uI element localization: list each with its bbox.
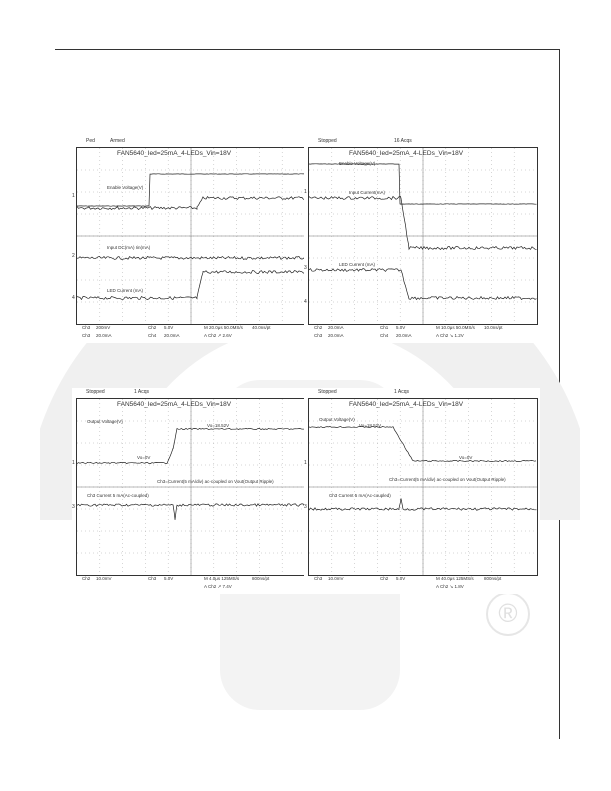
scope-title: FAN5640_Ied=25mA_4-LEDs_Vin=18V [349, 401, 464, 408]
scope-status: Stopped [86, 389, 105, 395]
footer-cell: Ch2 [82, 576, 91, 581]
scope-trigger: Armed [110, 138, 125, 144]
scope-title: FAN5640_Ied=25mA_4-LEDs_Vin=18V [349, 150, 464, 157]
scope-graticule [309, 399, 537, 575]
trace-label: Input DC(mA) Iin(mA) [107, 245, 151, 250]
trace-label: Ch3=Current(5 mA/div) ac-coupled on Vout(Output Ripple) [157, 479, 274, 484]
trace-label: Vo=18.52V [359, 423, 382, 428]
footer-cell: A Ch2 ↘ 1.8V [436, 584, 464, 589]
footer-cell: A Ch2 ↗ 2.6V [204, 333, 232, 338]
scope-capture-3 [72, 388, 308, 594]
channel-marker: 1 [304, 189, 307, 195]
scope-graticule [77, 399, 305, 575]
trace-label: Ch3 Current 5 mA(Ac-coupled) [87, 493, 149, 498]
scope-screen [76, 398, 306, 576]
scope-acqs: 1 Acqs [134, 389, 150, 395]
trace-label: LED Current (mA) [107, 288, 144, 293]
footer-cell: 20.0mA [328, 333, 344, 338]
scope-status: Ped [86, 138, 95, 144]
footer-cell: Ch1 [380, 325, 389, 330]
scope-graticule [309, 148, 537, 324]
footer-cell: Ch3 [314, 576, 323, 581]
footer-cell: 20.0mA [164, 333, 180, 338]
footer-cell: 5.0V [396, 325, 406, 330]
scope-capture-4 [304, 388, 540, 594]
trace-label: Output Voltage(V) [87, 419, 123, 424]
footer-cell: M 4.0μs 125MS/s [204, 576, 240, 581]
scope-acqs: 1 Acqs [394, 389, 410, 395]
footer-cell: 5.0V [164, 325, 174, 330]
scope-status: Stopped [318, 138, 337, 144]
footer-cell: M 20.0μs 50.0MS/s [204, 325, 243, 330]
channel-marker: 1 [304, 460, 307, 466]
trace-label: Ch3=Current(5 mA/div) ac-coupled on Vout(Output Ripple) [389, 477, 506, 482]
scope-graticule [77, 148, 305, 324]
footer-cell: A Ch2 ↗ 7.4V [204, 584, 232, 589]
footer-cell: 200mV [96, 325, 111, 330]
top-rule [55, 49, 560, 50]
footer-cell: 5.0V [396, 576, 406, 581]
footer-cell: Ch3 [314, 333, 323, 338]
footer-cell: Ch3 [148, 576, 157, 581]
footer-cell: Ch3 [82, 333, 91, 338]
channel-marker: 1 [72, 460, 75, 466]
trace-label: Ch3 Current 5 mA(Ac-coupled) [329, 493, 391, 498]
footer-cell: 10.0mV [328, 576, 344, 581]
scope-acqs: 16 Acqs [394, 138, 412, 144]
registered-mark: ® [486, 592, 530, 636]
footer-cell: Ch3 [82, 325, 91, 330]
scope-header [72, 137, 308, 147]
scope-screen [308, 147, 538, 325]
footer-cell: Ch4 [380, 333, 389, 338]
footer-cell: M 40.0μs 125MS/s [436, 576, 474, 581]
footer-cell: 10.0mV [96, 576, 112, 581]
scope-header [72, 388, 308, 398]
scope-capture-2 [304, 137, 540, 343]
footer-cell: Ch2 [148, 325, 157, 330]
channel-marker: 3 [304, 265, 307, 271]
footer-cell: 10.0ns/pt [484, 325, 503, 330]
trace-label: LED Current (mA) [339, 262, 376, 267]
footer-cell: 5.0V [164, 576, 174, 581]
footer-cell: A Ch2 ↘ 1.2V [436, 333, 464, 338]
footer-cell: 800ns/pt [484, 576, 502, 581]
scope-title: FAN5640_Ied=25mA_4-LEDs_Vin=18V [117, 401, 232, 408]
scope-screen [308, 398, 538, 576]
channel-marker: 4 [304, 299, 307, 305]
channel-marker: 3 [72, 504, 75, 510]
channel-marker: 3 [304, 504, 307, 510]
footer-cell: 800ns/pt [252, 576, 270, 581]
footer-cell: Ch2 [314, 325, 323, 330]
scope-header [304, 388, 540, 398]
trace-label: Input Current(mA) [349, 190, 386, 195]
trace-label: Vo=0V [137, 455, 151, 460]
footer-cell: M 10.0μs 50.0MS/s [436, 325, 475, 330]
scope-header [304, 137, 540, 147]
scope-screen [76, 147, 306, 325]
trace-label: Output Voltage(V) [319, 417, 355, 422]
footer-cell: 20.0mA [396, 333, 412, 338]
trace-label: Enable Voltage(V) [107, 185, 144, 190]
footer-cell: Ch4 [148, 333, 157, 338]
channel-marker: 1 [72, 193, 75, 199]
scope-capture-1 [72, 137, 308, 343]
footer-cell: 40.0ns/pt [252, 325, 271, 330]
channel-marker: 2 [72, 253, 75, 259]
channel-marker: 4 [72, 295, 75, 301]
trace-label: Vo=18.52V [207, 423, 230, 428]
footer-cell: Ch2 [380, 576, 389, 581]
trace-label: Enable Voltage(V) [339, 161, 376, 166]
footer-cell: 20.0mA [328, 325, 344, 330]
scope-status: Stopped [318, 389, 337, 395]
footer-cell: 20.0mA [96, 333, 112, 338]
trace-label: Vo=0V [459, 455, 473, 460]
scope-title: FAN5640_Ied=25mA_4-LEDs_Vin=18V [117, 150, 232, 157]
